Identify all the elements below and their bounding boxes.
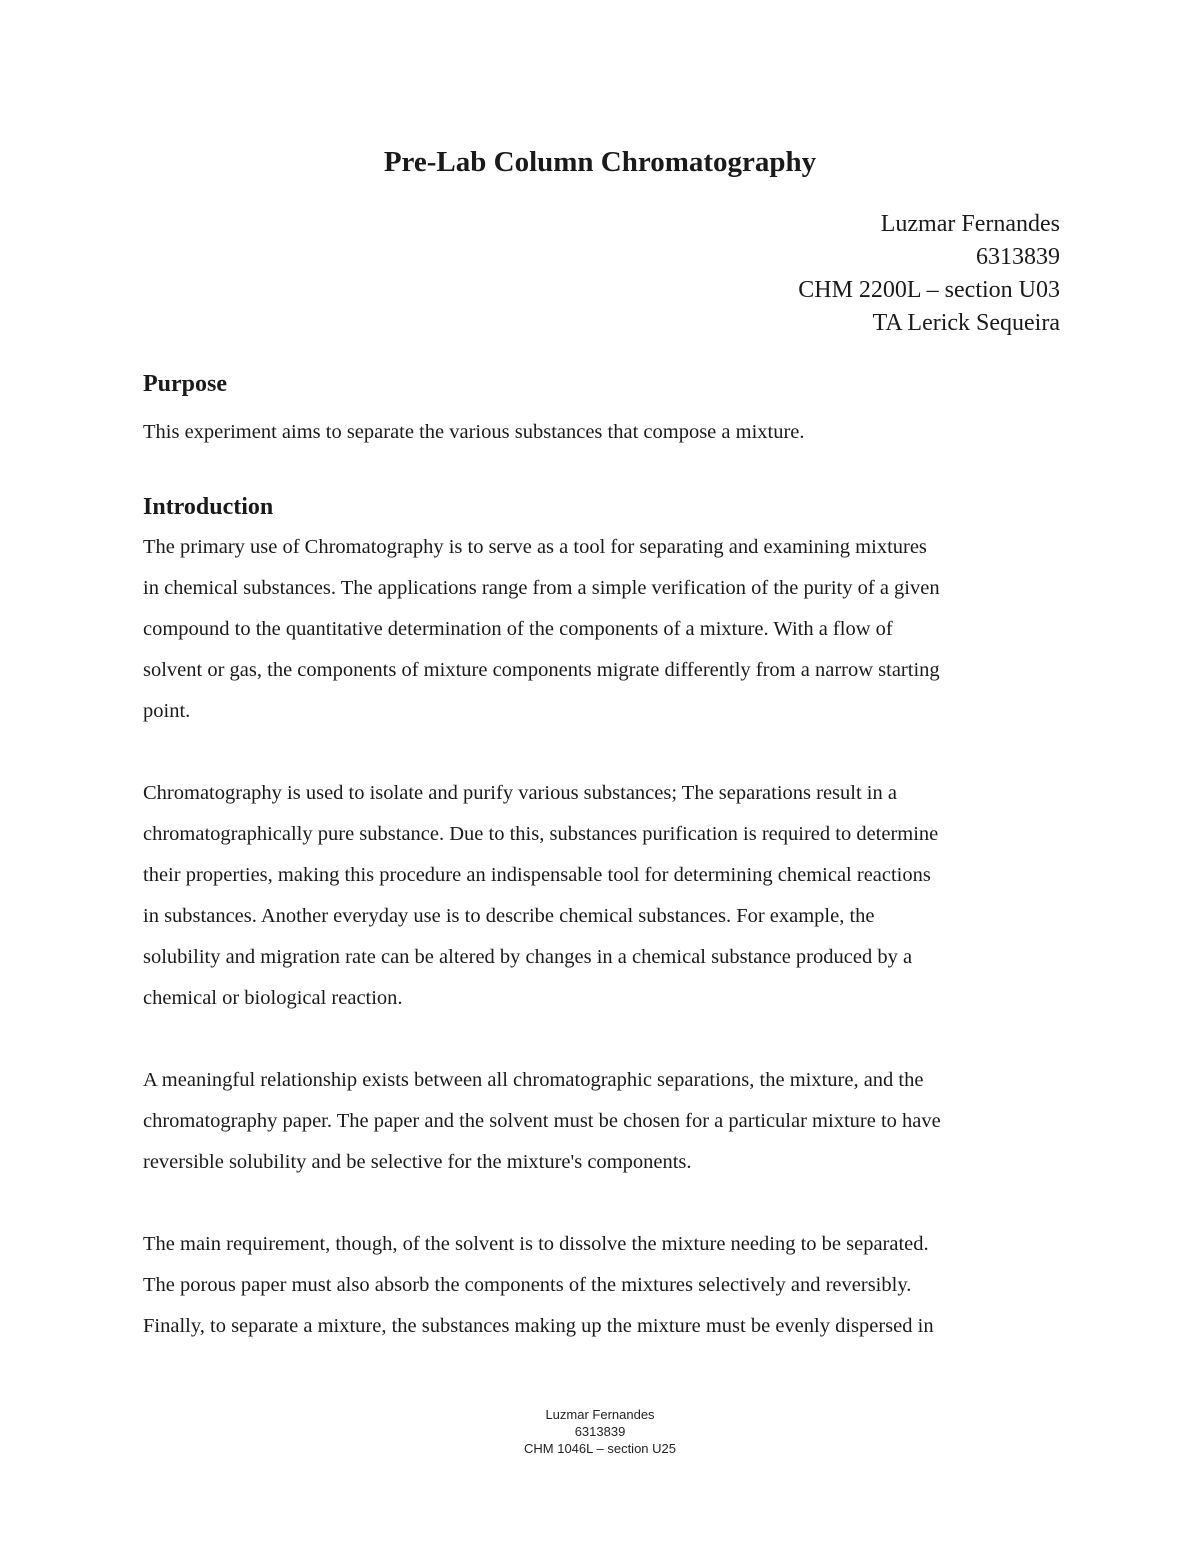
footer-course: CHM 1046L – section U25 xyxy=(524,1441,676,1456)
paragraph-line: Chromatography is used to isolate and purify various substances; The separations result in a xyxy=(143,782,897,804)
author-block xyxy=(798,208,1060,340)
paragraph-line: solubility and migration rate can be altered by changes in a chemical substance produced by a xyxy=(143,946,913,968)
purpose-paragraph xyxy=(143,412,1063,453)
paragraph-line: point. xyxy=(143,700,191,722)
intro-paragraph-1 xyxy=(143,527,1063,732)
paragraph-line: chromatographically pure substance. Due to this, substances purification is required to determine xyxy=(143,823,939,845)
footer-name: Luzmar Fernandes xyxy=(545,1407,655,1422)
author-ta: TA Lerick Sequeira xyxy=(872,310,1060,336)
paragraph-line: in chemical substances. The applications range from a simple verification of the purity of a given xyxy=(143,577,940,599)
paragraph-line: solvent or gas, the components of mixture components migrate differently from a narrow starting xyxy=(143,659,940,681)
paragraph-line: A meaningful relationship exists between all chromatographic separations, the mixture, and the xyxy=(143,1069,924,1091)
author-id: 6313839 xyxy=(976,244,1060,270)
intro-paragraph-3 xyxy=(143,1060,1063,1183)
author-name: Luzmar Fernandes xyxy=(880,211,1060,237)
paragraph-line: compound to the quantitative determination of the components of a mixture. With a flow of xyxy=(143,618,893,640)
document-body xyxy=(143,364,1063,1347)
page-footer xyxy=(0,1406,1200,1457)
paragraph-line: in substances. Another everyday use is to describe chemical substances. For example, the xyxy=(143,905,875,927)
footer-id: 6313839 xyxy=(574,1424,626,1439)
intro-paragraph-4 xyxy=(143,1224,1063,1347)
author-course: CHM 2200L – section U03 xyxy=(798,277,1060,303)
paragraph-line: chemical or biological reaction. xyxy=(143,987,403,1009)
paragraph-line: reversible solubility and be selective for the mixture's components. xyxy=(143,1151,692,1173)
paragraph-line: chromatography paper. The paper and the solvent must be chosen for a particular mixture to have xyxy=(143,1110,941,1132)
paragraph-line: The main requirement, though, of the solvent is to dissolve the mixture needing to be separated. xyxy=(143,1233,929,1255)
purpose-heading: Purpose xyxy=(143,371,227,397)
paragraph-line: The primary use of Chromatography is to serve as a tool for separating and examining mixtures xyxy=(143,536,927,558)
intro-paragraph-2 xyxy=(143,773,1063,1019)
paragraph-line: their properties, making this procedure an indispensable tool for determining chemical reactions xyxy=(143,864,931,886)
paragraph-line: The porous paper must also absorb the components of the mixtures selectively and reversibly. xyxy=(143,1274,912,1296)
introduction-heading: Introduction xyxy=(143,494,274,520)
paragraph-line: Finally, to separate a mixture, the substances making up the mixture must be evenly dispersed in xyxy=(143,1315,934,1337)
paragraph-line: This experiment aims to separate the various substances that compose a mixture. xyxy=(143,421,805,443)
document-title: Pre-Lab Column Chromatography xyxy=(383,146,817,178)
